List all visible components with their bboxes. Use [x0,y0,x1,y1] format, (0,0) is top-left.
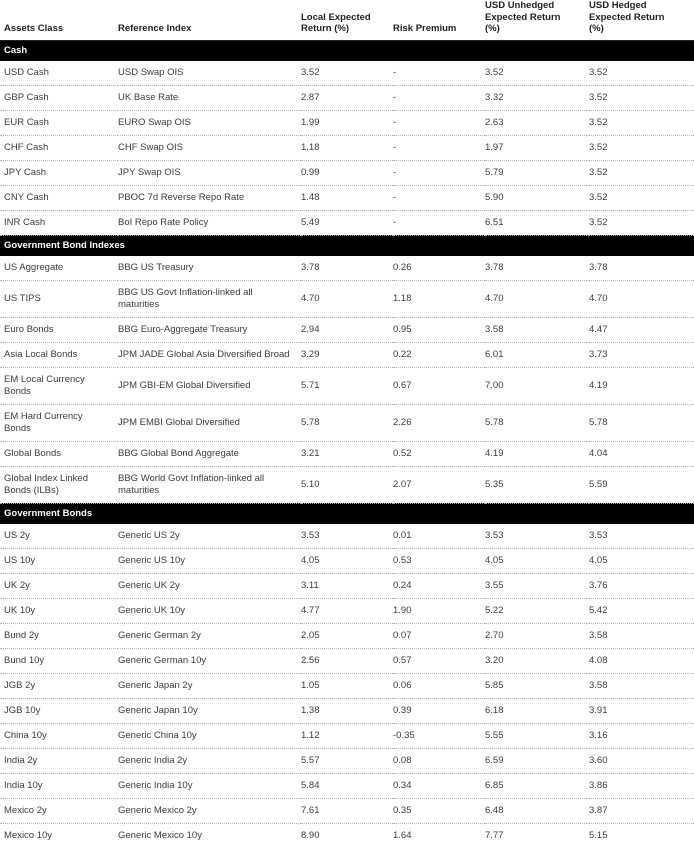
cell-usd-hedged-expected-return: 3.86 [589,773,694,798]
table-row [0,256,694,281]
cell-local-expected-return: 7.61 [301,798,393,823]
cell-usd-unhedged-expected-return: 4.70 [485,280,589,317]
cell-usd-unhedged-expected-return: 4.19 [485,441,589,466]
cell-usd-hedged-expected-return: 3.73 [589,342,694,367]
cell-usd-hedged-expected-return: 3.78 [589,256,694,281]
cell-risk-premium: 0.39 [393,698,485,723]
cell-usd-unhedged-expected-return: 6.18 [485,698,589,723]
table-row [0,524,694,549]
table-row [0,441,694,466]
cell-asset-class: CNY Cash [0,185,118,210]
cell-risk-premium: 0.22 [393,342,485,367]
cell-local-expected-return: 4.77 [301,598,393,623]
cell-risk-premium: 0.52 [393,441,485,466]
cell-reference-index: Generic UK 10y [118,598,301,623]
cell-reference-index: Generic Japan 2y [118,673,301,698]
cell-asset-class: US Aggregate [0,256,118,281]
cell-usd-hedged-expected-return: 3.52 [589,185,694,210]
table-row [0,342,694,367]
cell-asset-class: JPY Cash [0,160,118,185]
table-row [0,280,694,317]
cell-asset-class: EM Hard Currency Bonds [0,404,118,441]
column-header-line: (%) [485,23,500,34]
cell-usd-unhedged-expected-return: 6.48 [485,798,589,823]
section-title: Government Bond Indexes [0,235,694,256]
table-row [0,185,694,210]
column-header-assets-class [0,0,118,40]
cell-risk-premium: 1.64 [393,829,412,841]
cell-local-expected-return: 5.10 [301,466,393,503]
cell-usd-unhedged-expected-return: 5.90 [485,185,589,210]
table-row [0,367,694,404]
column-header-local-expected-return [301,0,393,40]
table-row [0,623,694,648]
cell-reference-index: Generic Japan 10y [118,698,301,723]
cell-reference-index: Generic US 2y [118,524,301,549]
cell-reference-index: JPM EMBI Global Diversified [118,404,301,441]
cell-risk-premium: 1.18 [393,280,485,317]
column-header-line: Expected Return [485,11,561,23]
section-header-row [0,235,694,256]
cell-usd-hedged-expected-return: 3.58 [589,623,694,648]
table-row [0,110,694,135]
cell-usd-unhedged-expected-return: 7.00 [485,367,589,404]
cell-reference-index: BoI Repo Rate Policy [118,210,301,235]
table-row [0,210,694,235]
table-row [0,748,694,773]
cell-usd-hedged-expected-return: 4.08 [589,648,694,673]
section-header-row [0,40,694,61]
table-row [0,160,694,185]
cell-local-expected-return: 3.78 [301,256,393,281]
cell-reference-index: USD Swap OIS [118,61,301,86]
cell-usd-hedged-expected-return: 3.52 [589,135,694,160]
cell-asset-class: EM Local Currency Bonds [0,367,118,404]
table-row [0,723,694,748]
cell-risk-premium: 2.07 [393,466,485,503]
column-header-line: Return (%) [301,23,350,34]
column-header-reference-index [118,0,301,40]
column-header-line: Risk Premium [393,23,457,34]
cell-risk-premium: 0.08 [393,748,485,773]
column-header-usd-unhedged-expected-return [485,0,589,40]
cell-usd-unhedged-expected-return: 6.59 [485,748,589,773]
cell-reference-index: Generic Mexico 2y [118,798,301,823]
cell-asset-class: INR Cash [0,210,118,235]
cell-usd-unhedged-expected-return: 3.20 [485,648,589,673]
table-row [0,61,694,86]
cell-reference-index: BBG US Treasury [118,256,301,281]
cell-local-expected-return: 4.70 [301,280,393,317]
column-header-line: Local Expected [301,11,371,23]
cell-risk-premium: - [393,135,485,160]
cell-risk-premium: 0.67 [393,367,485,404]
cell-usd-unhedged-expected-return: 6.85 [485,773,589,798]
cell-usd-hedged-expected-return: 4.05 [589,548,694,573]
cell-usd-hedged-expected-return: 3.91 [589,698,694,723]
cell-local-expected-return: 1.38 [301,698,393,723]
cell-asset-class: EUR Cash [0,110,118,135]
cell-local-expected-return: 2.87 [301,85,393,110]
cell-asset-class: US TIPS [0,280,118,317]
column-header-usd-hedged-expected-return [589,0,694,40]
cell-local-expected-return: 5.57 [301,748,393,773]
cell-risk-premium: 0.53 [393,548,485,573]
cell-reference-index: Generic India 10y [118,773,301,798]
table-row [0,466,694,503]
cell-usd-unhedged-expected-return: 5.79 [485,160,589,185]
table-row [0,698,694,723]
cell-asset-class: US 10y [0,548,118,573]
cell-asset-class: Global Bonds [0,441,118,466]
cell-usd-unhedged-expected-return: 3.55 [485,573,589,598]
cell-risk-premium: - [393,210,485,235]
cell-usd-hedged-expected-return: 4.19 [589,367,694,404]
column-header-line: Assets Class [4,23,64,34]
cell-usd-unhedged-expected-return: 6.51 [485,210,589,235]
cell-local-expected-return: 3.52 [301,61,393,86]
cell-risk-premium: 0.57 [393,648,485,673]
cell-risk-premium: 0.07 [393,623,485,648]
table-row [0,598,694,623]
cell-asset-class: USD Cash [0,61,118,86]
table-row [0,823,694,848]
cell-risk-premium: - [393,110,485,135]
cell-reference-index: BBG Global Bond Aggregate [118,441,301,466]
cell-usd-hedged-expected-return: 4.47 [589,317,694,342]
cell-usd-hedged-expected-return: 5.78 [589,404,694,441]
cell-reference-index: Generic India 2y [118,748,301,773]
cell-usd-hedged-expected-return: 3.58 [589,673,694,698]
table-row [0,404,694,441]
cell-asset-class: China 10y [0,723,118,748]
cell-usd-unhedged-expected-return: 5.35 [485,466,589,503]
cell-reference-index: BBG Euro-Aggregate Treasury [118,317,301,342]
cell-usd-hedged-expected-return: 3.16 [589,723,694,748]
cell-asset-class: US 2y [0,524,118,549]
cell-usd-unhedged-expected-return: 6.01 [485,342,589,367]
cell-usd-unhedged-expected-return: 1.97 [485,135,589,160]
cell-usd-hedged-expected-return: 5.15 [589,829,608,841]
column-header-line: Expected Return [589,11,665,23]
cell-risk-premium: - [393,61,485,86]
section-title: Cash [0,40,694,61]
cell-usd-hedged-expected-return: 3.52 [589,210,694,235]
cell-local-expected-return: 1.99 [301,110,393,135]
cell-reference-index: Generic German 2y [118,623,301,648]
table-row [0,135,694,160]
cell-usd-hedged-expected-return: 3.52 [589,61,694,86]
cell-reference-index: Generic US 10y [118,548,301,573]
table-row [0,773,694,798]
cell-reference-index: JPM JADE Global Asia Diversified Broad [118,342,301,367]
column-header-risk-premium [393,0,485,40]
cell-reference-index: PBOC 7d Reverse Repo Rate [118,185,301,210]
cell-asset-class: Euro Bonds [0,317,118,342]
cell-asset-class: Asia Local Bonds [0,342,118,367]
cell-asset-class: Mexico 10y [4,829,53,841]
cell-usd-unhedged-expected-return: 2.63 [485,110,589,135]
table-header-row [0,0,694,40]
cell-usd-hedged-expected-return: 5.59 [589,466,694,503]
table-row [0,798,694,823]
cell-asset-class: Bund 2y [0,623,118,648]
cell-asset-class: Mexico 2y [0,798,118,823]
table-row [0,548,694,573]
cell-asset-class: Bund 10y [0,648,118,673]
cell-local-expected-return: 2.56 [301,648,393,673]
cell-local-expected-return: 1.18 [301,135,393,160]
column-header-line: USD Unhedged [485,0,555,11]
cell-local-expected-return: 1.48 [301,185,393,210]
cell-usd-unhedged-expected-return: 7.77 [485,829,504,841]
cell-local-expected-return: 3.21 [301,441,393,466]
cell-risk-premium: - [393,160,485,185]
cell-reference-index: Generic UK 2y [118,573,301,598]
cell-usd-unhedged-expected-return: 3.32 [485,85,589,110]
cell-local-expected-return: 2.05 [301,623,393,648]
cell-reference-index: BBG World Govt Inflation-linked all maturities [118,466,301,503]
cell-risk-premium: 1.90 [393,598,485,623]
cell-risk-premium: - [393,185,485,210]
cell-local-expected-return: 5.49 [301,210,393,235]
table-row [0,317,694,342]
cell-local-expected-return: 1.12 [301,723,393,748]
table-row [0,85,694,110]
section-header-row [0,503,694,524]
cell-risk-premium: -0.35 [393,723,485,748]
table-header [0,0,694,40]
cell-local-expected-return: 0.99 [301,160,393,185]
cell-risk-premium: 2.26 [393,404,485,441]
cell-usd-hedged-expected-return: 3.76 [589,573,694,598]
cell-local-expected-return: 8.90 [301,829,320,841]
cell-reference-index: Generic German 10y [118,648,301,673]
section-title: Government Bonds [0,503,694,524]
cell-local-expected-return: 5.71 [301,367,393,404]
cell-usd-unhedged-expected-return: 3.58 [485,317,589,342]
cell-usd-unhedged-expected-return: 5.85 [485,673,589,698]
cell-usd-unhedged-expected-return: 2.70 [485,623,589,648]
cell-local-expected-return: 3.29 [301,342,393,367]
cell-usd-unhedged-expected-return: 3.52 [485,61,589,86]
cell-usd-hedged-expected-return: 4.04 [589,441,694,466]
cell-local-expected-return: 5.78 [301,404,393,441]
cell-asset-class: CHF Cash [0,135,118,160]
cell-local-expected-return: 5.84 [301,773,393,798]
cell-usd-hedged-expected-return: 3.52 [589,110,694,135]
cell-local-expected-return: 4.05 [301,548,393,573]
cell-reference-index: JPM GBI-EM Global Diversified [118,367,301,404]
column-header-line: Reference Index [118,23,192,34]
cell-reference-index: Generic Mexico 10y [118,829,202,841]
table-row [0,573,694,598]
cell-reference-index: EURO Swap OIS [118,110,301,135]
cell-usd-unhedged-expected-return: 3.78 [485,256,589,281]
cell-risk-premium: 0.01 [393,524,485,549]
cell-risk-premium: 0.35 [393,798,485,823]
column-header-line: USD Hedged [589,0,647,11]
cell-usd-unhedged-expected-return: 5.22 [485,598,589,623]
cell-risk-premium: 0.95 [393,317,485,342]
cell-local-expected-return: 3.11 [301,573,393,598]
cell-asset-class: India 10y [0,773,118,798]
cell-asset-class: UK 2y [0,573,118,598]
cell-usd-unhedged-expected-return: 3.53 [485,524,589,549]
cell-usd-hedged-expected-return: 3.87 [589,798,694,823]
cell-risk-premium: 0.26 [393,256,485,281]
cell-usd-hedged-expected-return: 5.42 [589,598,694,623]
cell-risk-premium: 0.34 [393,773,485,798]
cell-usd-hedged-expected-return: 4.70 [589,280,694,317]
cell-asset-class: India 2y [0,748,118,773]
cell-usd-unhedged-expected-return: 5.78 [485,404,589,441]
cell-asset-class: GBP Cash [0,85,118,110]
cell-usd-hedged-expected-return: 3.52 [589,160,694,185]
cell-local-expected-return: 3.53 [301,524,393,549]
cell-asset-class: Global Index Linked Bonds (ILBs) [0,466,118,503]
column-header-line: (%) [589,23,604,34]
cell-asset-class: UK 10y [0,598,118,623]
cell-usd-hedged-expected-return: 3.53 [589,524,694,549]
cell-local-expected-return: 2.94 [301,317,393,342]
cell-risk-premium: 0.06 [393,673,485,698]
cell-risk-premium: 0.24 [393,573,485,598]
cell-asset-class: JGB 10y [0,698,118,723]
cell-usd-hedged-expected-return: 3.52 [589,85,694,110]
cell-reference-index: CHF Swap OIS [118,135,301,160]
cell-risk-premium: - [393,85,485,110]
cell-usd-hedged-expected-return: 3.60 [589,748,694,773]
cell-reference-index: BBG US Govt Inflation-linked all maturities [118,280,301,317]
cell-reference-index: Generic China 10y [118,723,301,748]
cell-reference-index: JPY Swap OIS [118,160,301,185]
cell-usd-unhedged-expected-return: 5.55 [485,723,589,748]
cell-asset-class: JGB 2y [0,673,118,698]
cell-reference-index: UK Base Rate [118,85,301,110]
table-row [0,648,694,673]
table-body [0,40,694,848]
cell-usd-unhedged-expected-return: 4.05 [485,548,589,573]
cell-local-expected-return: 1.05 [301,673,393,698]
table-row [0,673,694,698]
